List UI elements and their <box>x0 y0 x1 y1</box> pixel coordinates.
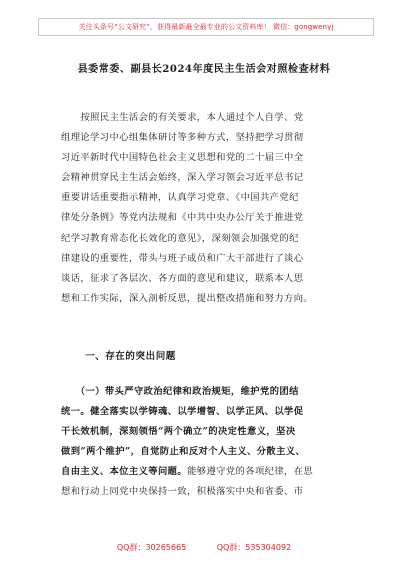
paragraph-line: （一）带头严守政治纪律和政治规矩，维护党的团结 <box>80 386 299 397</box>
paragraph-line: 律建设的重要性，带头与班子成员和广大干部进行了谈心 <box>61 252 304 264</box>
section-heading: 一、存在的突出问题 <box>85 351 176 362</box>
paragraph-line: 重要讲话重要指示精神，认真学习党章、《中国共产党纪 <box>61 192 299 204</box>
paragraph-line: 纪学习教育常态化长效化的意见》，深刻领会加强党的纪 <box>61 232 299 244</box>
paragraph-line: 谈话，征求了各层次、各方面的意见和建议，联系本人思 <box>61 272 304 284</box>
qq-group-1: QQ群：30265665 <box>116 543 187 552</box>
qq-group-2: QQ群：535304092 <box>216 543 292 552</box>
paragraph-line: 自由主义、本位主义等问题。能够遵守党的各项纪律，在思 <box>61 466 314 478</box>
paragraph-line: 想和行动上同党中央保持一致，积极落实中央和省委、市 <box>61 486 304 498</box>
paragraph-line: 统一。健全落实以学铸魂、以学增智、以学正风、以学促 <box>61 406 304 418</box>
paragraph-line: 想和工作实际，深入剖析反思，提出整改措施和努力方向。 <box>61 292 314 304</box>
footer-contacts <box>0 542 408 553</box>
paragraph-line: 习近平新时代中国特色社会主义思想和党的二十届三中全 <box>61 152 304 164</box>
paragraph-line: 会精神贯穿民主生活会始终，深入学习领会习近平总书记 <box>61 172 304 184</box>
paragraph-line: 组理论学习中心组集体研讨等多种方式，坚持把学习贯彻 <box>61 132 304 144</box>
intro-paragraph <box>61 108 359 309</box>
document-title: 县委常委、副县长2024年度民主生活会对照检查材料 <box>77 64 331 75</box>
paragraph-line: 干长效机制，深刻领悟“两个确立”的决定性意义，坚决 <box>61 426 296 438</box>
subsection-paragraph <box>61 382 359 503</box>
paragraph-line: 律处分条例》等党内法规和《中共中央办公厅关于推进党 <box>61 212 304 224</box>
paragraph-line: 按照民主生活会的有关要求，本人通过个人自学、党 <box>80 112 304 123</box>
promo-banner: 关注头条号“公文研究”，获得最新最全最专业的公文资料库！ 微信：gongwenyj <box>38 18 374 36</box>
paragraph-line: 做到“两个维护”，自觉防止和反对个人主义、分散主义、 <box>61 446 306 458</box>
